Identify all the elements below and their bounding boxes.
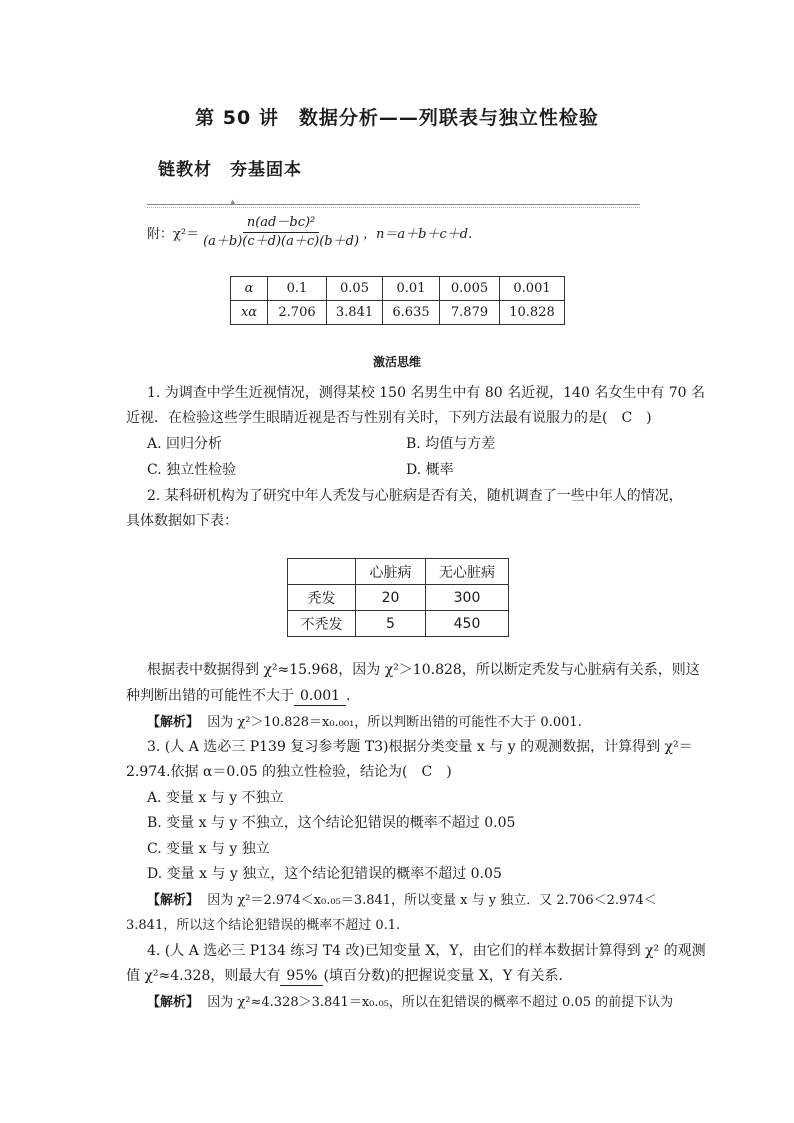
table-cell: 0.1 — [268, 277, 327, 301]
table-row — [288, 611, 509, 637]
formula-denominator: (a＋b)(c＋d)(a＋c)(b＋d) — [203, 234, 360, 249]
table-cell: 2.706 — [268, 301, 327, 325]
explanation-text: 因为 χ²≈4.328＞3.841＝x₀.₀₅，所以在犯错误的概率不超过 0.05 的前提下认为 — [207, 995, 674, 1010]
table-cell: xα — [231, 301, 268, 325]
q2-line4 — [126, 684, 360, 709]
table-row — [288, 559, 509, 585]
table-cell: 心脏病 — [356, 559, 426, 585]
q3-explanation — [147, 888, 657, 913]
q3-line1: 3. (人 A 选必三 P139 复习参考题 T3)根据分类变量 x 与 y 的观测数据，计算得到 χ²＝ — [147, 739, 693, 755]
table-cell: 10.828 — [500, 301, 565, 325]
q4-line1: 4. (人 A 选必三 P134 练习 T4 改)已知变量 X，Y，由它们的样本数据计算得到 χ² 的观测 — [147, 943, 706, 959]
heart-disease-table — [287, 558, 509, 637]
q3-option-a: A. 变量 x 与 y 不独立 — [147, 790, 284, 806]
critical-value-table — [230, 276, 565, 325]
table-cell: 3.841 — [327, 301, 383, 325]
table-cell: 450 — [426, 611, 509, 637]
table-cell: 300 — [426, 585, 509, 611]
table-row — [231, 277, 565, 301]
explanation-text: 因为 χ²＝2.974＜x₀.₀₅＝3.841，所以变量 x 与 y 独立．又 2.706＜2.974＜ — [207, 893, 657, 908]
q4-line2-end: (填百分数)的把握说变量 X，Y 有关系． — [323, 968, 573, 984]
table-cell: 0.05 — [327, 277, 383, 301]
table-cell: 秃发 — [288, 585, 356, 611]
chi-square-formula — [147, 214, 472, 251]
q2-line1: 2. 某科研机构为了研究中年人秃发与心脏病是否有关，随机调查了一些中年人的情况， — [147, 488, 683, 504]
table-cell: 20 — [356, 585, 426, 611]
table-cell: 无心脏病 — [426, 559, 509, 585]
q3-option-d: D. 变量 x 与 y 独立，这个结论犯错误的概率不超过 0.05 — [147, 866, 502, 882]
formula-suffix: ，n＝a＋b＋c＋d. — [363, 227, 473, 242]
explanation-label: 【解析】 — [147, 715, 200, 730]
table-cell: 0.01 — [383, 277, 440, 301]
section-heading: 链教材 夯基固本 — [158, 160, 302, 180]
q3-explanation-cont: 3.841，所以这个结论犯错误的概率不超过 0.1. — [126, 918, 401, 933]
q4-answer-blank: 95% — [280, 967, 323, 986]
q2-line4-end: ． — [346, 688, 361, 704]
explanation-text: 因为 χ²＞10.828＝x₀.₀₀₁，所以判断出错的可能性不大于 0.001. — [207, 715, 582, 730]
table-cell: 6.635 — [383, 301, 440, 325]
q1-option-c: C. 独立性检验 — [147, 462, 237, 478]
q1-line1: 1. 为调查中学生近视情况，测得某校 150 名男生中有 80 名近视，140 名女生中有 70 名 — [147, 385, 706, 401]
q3-option-c: C. 变量 x 与 y 独立 — [147, 841, 270, 857]
q4-explanation — [147, 990, 673, 1015]
formula-prefix: 附：χ²＝ — [147, 227, 200, 242]
formula-numerator: n(ad－bc)² — [243, 214, 319, 233]
q1-option-d: D. 概率 — [406, 462, 454, 478]
q3-option-b: B. 变量 x 与 y 不独立，这个结论犯错误的概率不超过 0.05 — [147, 815, 516, 831]
table-row — [288, 585, 509, 611]
q1-option-b: B. 均值与方差 — [406, 436, 496, 452]
q2-line3: 根据表中数据得到 χ²≈15.968，因为 χ²＞10.828，所以断定秃发与心脏病有关系，则这 — [147, 662, 700, 678]
table-cell: 不秃发 — [288, 611, 356, 637]
table-cell: 7.879 — [440, 301, 500, 325]
q4-line2 — [126, 964, 573, 989]
q2-answer-blank: 0.001 — [294, 687, 346, 706]
table-cell: 5 — [356, 611, 426, 637]
q1-line2: 近视．在检验这些学生眼睛近视是否与性别有关时，下列方法最有说服力的是( C ) — [126, 410, 652, 426]
table-row — [231, 301, 565, 325]
table-cell: 0.001 — [500, 277, 565, 301]
subheading: 激活思维 — [372, 355, 421, 369]
divider — [147, 204, 640, 205]
table-cell: 0.005 — [440, 277, 500, 301]
table-cell: α — [231, 277, 268, 301]
table-cell — [288, 559, 356, 585]
formula-fraction — [203, 214, 359, 251]
divider-marker: ▲ — [230, 198, 236, 206]
q1-option-a: A. 回归分析 — [147, 436, 223, 452]
q4-line2-text: 值 χ²≈4.328，则最大有 — [126, 968, 281, 984]
q2-explanation — [147, 710, 582, 735]
explanation-label: 【解析】 — [147, 995, 200, 1010]
q3-line2: 2.974.依据 α＝0.05 的独立性检验，结论为( C ) — [126, 764, 452, 780]
divider-dotted — [147, 207, 640, 208]
q2-line4-text: 种判断出错的可能性不大于 — [126, 688, 294, 704]
page-title: 第 50 讲 数据分析——列联表与独立性检验 — [195, 107, 599, 129]
q2-line2: 具体数据如下表： — [126, 513, 238, 529]
explanation-label: 【解析】 — [147, 893, 200, 908]
